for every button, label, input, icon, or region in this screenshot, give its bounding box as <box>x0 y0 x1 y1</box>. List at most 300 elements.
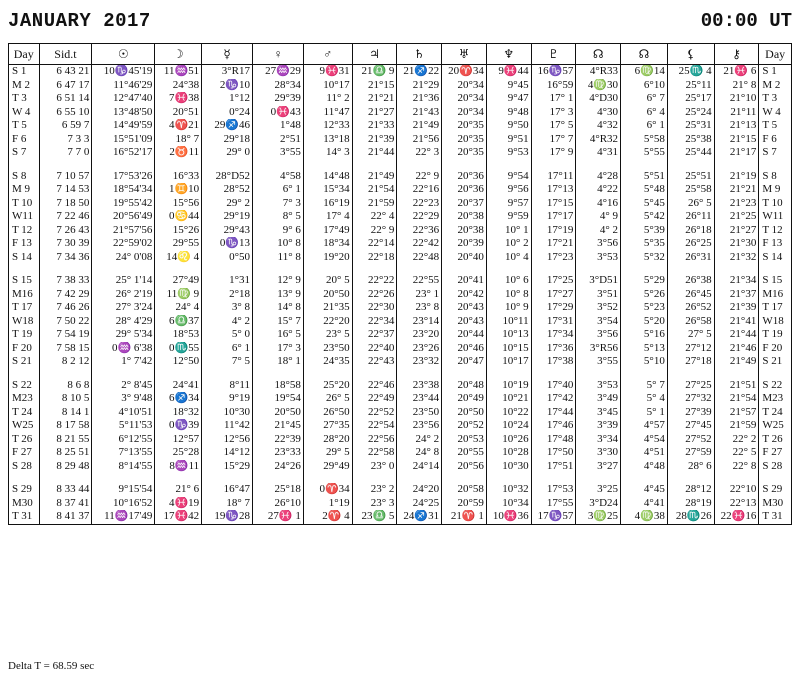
table-row <box>9 342 792 356</box>
table-cell: 5° 7 <box>621 379 668 393</box>
table-cell: 7 30 39 <box>39 237 92 251</box>
table-cell: 21°49 <box>714 355 759 369</box>
table-cell: 17° 3 <box>531 106 576 120</box>
day-cell: T 3 <box>9 92 40 106</box>
table-cell: 21°23 <box>714 197 759 211</box>
table-cell: 22°23 <box>397 197 442 211</box>
table-row <box>9 106 792 120</box>
table-cell: 11°47 <box>303 106 352 120</box>
table-cell: 17°29 <box>531 301 576 315</box>
table-cell: 14°49'59 <box>92 119 155 133</box>
table-cell: 20°55 <box>442 446 487 460</box>
table-cell: 21°35 <box>303 301 352 315</box>
table-row <box>9 79 792 93</box>
week-separator <box>9 369 792 379</box>
table-cell: 5°32 <box>621 251 668 265</box>
day-cell: F 20 <box>759 342 792 356</box>
table-cell: 24° 4 <box>155 301 202 315</box>
table-cell: 11°42 <box>202 419 253 433</box>
separator-cell <box>9 473 40 483</box>
table-cell: 22°22 <box>352 274 397 288</box>
day-cell: S 15 <box>759 274 792 288</box>
table-cell: 5°29 <box>621 274 668 288</box>
separator-cell <box>486 369 531 379</box>
day-cell: T 5 <box>9 119 40 133</box>
table-cell: 25°28 <box>155 446 202 460</box>
table-row <box>9 183 792 197</box>
table-cell: 7 58 15 <box>39 342 92 356</box>
table-cell: 22°18 <box>352 251 397 265</box>
table-cell: 17°53'26 <box>92 170 155 184</box>
table-cell: 4°R33 <box>576 65 621 79</box>
table-cell: 3°51 <box>576 288 621 302</box>
table-cell: 14°12 <box>202 446 253 460</box>
table-cell: 20°48 <box>442 379 487 393</box>
table-cell: 23°38 <box>397 379 442 393</box>
table-cell: 8 25 51 <box>39 446 92 460</box>
table-cell: 10°22 <box>486 406 531 420</box>
table-cell: 27°18 <box>667 355 714 369</box>
separator-cell <box>759 473 792 483</box>
separator-cell <box>303 264 352 274</box>
table-cell: 15°29 <box>202 460 253 474</box>
table-cell: 13°48'50 <box>92 106 155 120</box>
table-cell: 17° 9 <box>531 146 576 160</box>
separator-cell <box>759 264 792 274</box>
table-row <box>9 288 792 302</box>
table-cell: 6 51 14 <box>39 92 92 106</box>
table-cell: 20°50 <box>253 406 304 420</box>
table-cell: 10° 4 <box>486 251 531 265</box>
table-cell: 17°21 <box>531 237 576 251</box>
table-cell: 17°51 <box>531 460 576 474</box>
table-cell: 16♑57 <box>531 65 576 79</box>
table-cell: 22°34 <box>352 315 397 329</box>
separator-cell <box>352 264 397 274</box>
table-cell: 22°26 <box>352 288 397 302</box>
table-cell: 10° 2 <box>486 237 531 251</box>
table-cell: 21°15 <box>714 133 759 147</box>
table-cell: 7 42 29 <box>39 288 92 302</box>
table-cell: 6° 7 <box>621 92 668 106</box>
table-cell: 7 38 33 <box>39 274 92 288</box>
table-cell: 4°22 <box>576 183 621 197</box>
separator-cell <box>92 473 155 483</box>
table-cell: 17°17 <box>531 210 576 224</box>
table-cell: 28°D52 <box>202 170 253 184</box>
table-cell: 22°14 <box>352 237 397 251</box>
day-cell: F 27 <box>9 446 40 460</box>
table-cell: 25°58 <box>667 183 714 197</box>
separator-cell <box>576 473 621 483</box>
table-row <box>9 433 792 447</box>
table-cell: 10♑45'19 <box>92 65 155 79</box>
table-cell: 3°D51 <box>576 274 621 288</box>
table-cell: 20°40 <box>442 251 487 265</box>
table-cell: 25°11 <box>667 79 714 93</box>
table-cell: 9♓31 <box>303 65 352 79</box>
table-cell: 27°52 <box>667 433 714 447</box>
table-cell: 9° 6 <box>253 224 304 238</box>
table-cell: 22°40 <box>352 342 397 356</box>
table-cell: 17°27 <box>531 288 576 302</box>
table-cell: 5° 4 <box>621 392 668 406</box>
table-cell: 22° 5 <box>714 446 759 460</box>
page-header <box>8 10 792 36</box>
table-cell: 20°50 <box>442 406 487 420</box>
table-cell: 20°47 <box>442 355 487 369</box>
separator-cell <box>202 160 253 170</box>
table-cell: 9°57 <box>486 197 531 211</box>
day-cell: S 21 <box>9 355 40 369</box>
table-cell: 27°12 <box>667 342 714 356</box>
table-cell: 27°49 <box>155 274 202 288</box>
separator-cell <box>531 264 576 274</box>
separator-cell <box>397 264 442 274</box>
table-cell: 7 50 22 <box>39 315 92 329</box>
table-cell: 18° 7 <box>202 497 253 511</box>
table-cell: 10° 9 <box>486 301 531 315</box>
day-cell: S 22 <box>759 379 792 393</box>
table-cell: 29°39 <box>253 92 304 106</box>
table-cell: 21°21 <box>714 183 759 197</box>
table-cell: 21♐22 <box>397 65 442 79</box>
table-row <box>9 460 792 474</box>
separator-cell <box>253 160 304 170</box>
table-row <box>9 406 792 420</box>
table-cell: 21°57'56 <box>92 224 155 238</box>
table-cell: 3°39 <box>576 419 621 433</box>
table-cell: 0°24 <box>202 106 253 120</box>
table-cell: 24°14 <box>397 460 442 474</box>
day-cell: T 19 <box>759 328 792 342</box>
table-cell: 20°35 <box>442 119 487 133</box>
table-cell: 8 2 12 <box>39 355 92 369</box>
column-header: Sid.t <box>39 44 92 65</box>
table-cell: 0♑13 <box>202 237 253 251</box>
table-cell: 29° 2 <box>202 197 253 211</box>
table-cell: 21°56 <box>397 133 442 147</box>
table-cell: 21°32 <box>714 251 759 265</box>
table-cell: 4°31 <box>576 146 621 160</box>
table-cell: 5°51 <box>621 170 668 184</box>
table-cell: 21°13 <box>714 119 759 133</box>
column-header: ⚸ <box>667 44 714 65</box>
table-row <box>9 379 792 393</box>
column-header: ♃ <box>352 44 397 65</box>
table-cell: 29°55 <box>155 237 202 251</box>
table-cell: 17°23 <box>531 251 576 265</box>
day-cell: S 28 <box>9 460 40 474</box>
table-cell: 21°49 <box>397 119 442 133</box>
table-cell: 24°41 <box>155 379 202 393</box>
table-row <box>9 328 792 342</box>
table-body <box>9 65 792 525</box>
table-cell: 15°26 <box>155 224 202 238</box>
table-cell: 17°50 <box>531 446 576 460</box>
table-cell: 6 55 10 <box>39 106 92 120</box>
day-cell: M30 <box>759 497 792 511</box>
table-cell: 18°34 <box>303 237 352 251</box>
day-cell: S 29 <box>759 483 792 497</box>
table-cell: 10° 1 <box>486 224 531 238</box>
table-cell: 29♐46 <box>202 119 253 133</box>
table-cell: 14° 3 <box>303 146 352 160</box>
table-cell: 22°16 <box>397 183 442 197</box>
table-cell: 12°50 <box>155 355 202 369</box>
table-row <box>9 497 792 511</box>
table-cell: 15°34 <box>303 183 352 197</box>
table-cell: 24° 0'08 <box>92 251 155 265</box>
table-cell: 3°30 <box>576 446 621 460</box>
day-cell: T 12 <box>759 224 792 238</box>
table-cell: 26° 2'19 <box>92 288 155 302</box>
table-cell: 0♈34 <box>303 483 352 497</box>
table-cell: 21°59 <box>714 419 759 433</box>
table-cell: 8 21 55 <box>39 433 92 447</box>
table-cell: 22♓16 <box>714 510 759 524</box>
column-header: ☿ <box>202 44 253 65</box>
table-cell: 25°51 <box>667 170 714 184</box>
table-cell: 21°17 <box>714 146 759 160</box>
table-cell: 17°34 <box>531 328 576 342</box>
table-cell: 10°30 <box>486 460 531 474</box>
table-cell: 20°34 <box>442 106 487 120</box>
table-cell: 22°36 <box>397 224 442 238</box>
table-cell: 23° 1 <box>397 288 442 302</box>
table-cell: 18° 7 <box>155 133 202 147</box>
table-cell: 24°38 <box>155 79 202 93</box>
table-cell: 21° 6 <box>155 483 202 497</box>
table-cell: 4°10'51 <box>92 406 155 420</box>
separator-cell <box>39 264 92 274</box>
table-cell: 17°42 <box>531 392 576 406</box>
table-cell: 17°38 <box>531 355 576 369</box>
table-cell: 21°11 <box>714 106 759 120</box>
table-cell: 23° 8 <box>397 301 442 315</box>
table-cell: 4°16 <box>576 197 621 211</box>
table-cell: 0♋44 <box>155 210 202 224</box>
table-cell: 23°14 <box>397 315 442 329</box>
separator-cell <box>202 473 253 483</box>
table-cell: 21°37 <box>714 288 759 302</box>
table-cell: 21°30 <box>714 237 759 251</box>
day-cell: S 7 <box>9 146 40 160</box>
table-cell: 26°50 <box>303 406 352 420</box>
day-cell: T 12 <box>9 224 40 238</box>
column-header: ♄ <box>397 44 442 65</box>
day-cell: F 13 <box>9 237 40 251</box>
table-cell: 3°R56 <box>576 342 621 356</box>
table-cell: 4° 2 <box>202 315 253 329</box>
table-cell: 28°19 <box>667 497 714 511</box>
table-cell: 19°54 <box>253 392 304 406</box>
column-header: ☊ <box>621 44 668 65</box>
table-cell: 9°59 <box>486 210 531 224</box>
week-separator <box>9 473 792 483</box>
day-cell: M30 <box>9 497 40 511</box>
day-cell: S 15 <box>9 274 40 288</box>
table-cell: 5°35 <box>621 237 668 251</box>
table-cell: 11° 8 <box>253 251 304 265</box>
table-cell: 21°41 <box>714 315 759 329</box>
table-cell: 22°43 <box>352 355 397 369</box>
table-cell: 8 29 48 <box>39 460 92 474</box>
separator-cell <box>39 160 92 170</box>
table-cell: 20°59 <box>442 497 487 511</box>
day-cell: T 31 <box>9 510 40 524</box>
table-cell: 22°56 <box>352 433 397 447</box>
table-cell: 22° 3 <box>397 146 442 160</box>
table-cell: 24°25 <box>397 497 442 511</box>
table-cell: 10°13 <box>486 328 531 342</box>
table-cell: 28° 4'29 <box>92 315 155 329</box>
table-cell: 9°56 <box>486 183 531 197</box>
table-cell: 7 10 57 <box>39 170 92 184</box>
week-separator <box>9 160 792 170</box>
table-cell: 11°46'29 <box>92 79 155 93</box>
table-cell: 17°19 <box>531 224 576 238</box>
table-cell: 28°20 <box>303 433 352 447</box>
column-header: ♅ <box>442 44 487 65</box>
table-cell: 0°50 <box>202 251 253 265</box>
separator-cell <box>714 160 759 170</box>
table-cell: 28°52 <box>202 183 253 197</box>
table-cell: 22°20 <box>303 315 352 329</box>
table-cell: 26°10 <box>253 497 304 511</box>
table-cell: 7 46 26 <box>39 301 92 315</box>
table-cell: 5°58 <box>621 133 668 147</box>
table-cell: 21°39 <box>352 133 397 147</box>
table-cell: 10° 6 <box>486 274 531 288</box>
table-cell: 5°20 <box>621 315 668 329</box>
separator-cell <box>253 369 304 379</box>
table-cell: 1♊10 <box>155 183 202 197</box>
table-cell: 22°49 <box>352 392 397 406</box>
table-cell: 20°42 <box>442 288 487 302</box>
table-cell: 8° 5 <box>253 210 304 224</box>
table-cell: 18°54'34 <box>92 183 155 197</box>
table-cell: 22°13 <box>714 497 759 511</box>
table-cell: 17°40 <box>531 379 576 393</box>
table-cell: 6♍14 <box>621 65 668 79</box>
table-cell: 20°44 <box>442 328 487 342</box>
table-cell: 20°35 <box>442 146 487 160</box>
separator-cell <box>303 160 352 170</box>
table-cell: 5° 0 <box>202 328 253 342</box>
table-cell: 9°50 <box>486 119 531 133</box>
table-cell: 10° 8 <box>253 237 304 251</box>
table-cell: 23°50 <box>397 406 442 420</box>
table-cell: 4°54 <box>621 433 668 447</box>
table-cell: 5°42 <box>621 210 668 224</box>
table-cell: 17° 3 <box>253 342 304 356</box>
table-cell: 6 43 21 <box>39 65 92 79</box>
table-cell: 15°51'09 <box>92 133 155 147</box>
table-cell: 21°19 <box>714 170 759 184</box>
column-header: ♇ <box>531 44 576 65</box>
table-cell: 20°36 <box>442 170 487 184</box>
table-cell: 25°20 <box>303 379 352 393</box>
separator-cell <box>576 160 621 170</box>
separator-cell <box>352 369 397 379</box>
separator-cell <box>531 473 576 483</box>
table-cell: 25° 1'14 <box>92 274 155 288</box>
delta-t-note: Delta T = 68.59 sec <box>8 660 95 672</box>
table-cell: 4°51 <box>621 446 668 460</box>
day-cell: S 21 <box>759 355 792 369</box>
table-cell: 25°31 <box>667 119 714 133</box>
table-cell: 23°33 <box>253 446 304 460</box>
table-cell: 1°48 <box>253 119 304 133</box>
day-cell: T 24 <box>759 406 792 420</box>
table-cell: 9°48 <box>486 106 531 120</box>
table-cell: 5°55 <box>621 146 668 160</box>
table-cell: 5°16 <box>621 328 668 342</box>
table-cell: 6° 4 <box>621 106 668 120</box>
table-cell: 20°41 <box>442 274 487 288</box>
table-cell: 22°29 <box>397 210 442 224</box>
table-cell: 16°59 <box>531 79 576 93</box>
table-cell: 19°20 <box>303 251 352 265</box>
table-cell: 25°18 <box>253 483 304 497</box>
day-cell: W 4 <box>759 106 792 120</box>
table-cell: 0♑39 <box>155 419 202 433</box>
day-cell: S 28 <box>759 460 792 474</box>
table-row <box>9 224 792 238</box>
table-cell: 16°52'17 <box>92 146 155 160</box>
table-cell: 22° 2 <box>714 433 759 447</box>
table-cell: 3° 9'48 <box>92 392 155 406</box>
table-cell: 22°37 <box>352 328 397 342</box>
table-row <box>9 483 792 497</box>
table-cell: 27°35 <box>303 419 352 433</box>
table-cell: 10°28 <box>486 446 531 460</box>
table-cell: 10♓36 <box>486 510 531 524</box>
table-cell: 4♍38 <box>621 510 668 524</box>
table-cell: 4°45 <box>621 483 668 497</box>
table-cell: 24°20 <box>397 483 442 497</box>
table-cell: 11° 2 <box>303 92 352 106</box>
day-cell: M23 <box>759 392 792 406</box>
separator-cell <box>576 369 621 379</box>
table-cell: 20°53 <box>442 433 487 447</box>
separator-cell <box>202 369 253 379</box>
table-cell: 20°38 <box>442 224 487 238</box>
day-cell: T 17 <box>759 301 792 315</box>
table-cell: 11♒51 <box>155 65 202 79</box>
table-cell: 1°12 <box>202 92 253 106</box>
table-row <box>9 510 792 524</box>
day-cell: S 8 <box>9 170 40 184</box>
table-cell: 21°27 <box>352 106 397 120</box>
table-row <box>9 274 792 288</box>
day-cell: M 2 <box>759 79 792 93</box>
day-cell: T 10 <box>759 197 792 211</box>
table-row <box>9 170 792 184</box>
table-cell: 7 26 43 <box>39 224 92 238</box>
separator-cell <box>759 369 792 379</box>
table-cell: 21°49 <box>352 170 397 184</box>
table-row <box>9 251 792 265</box>
table-cell: 18°58 <box>253 379 304 393</box>
table-cell: 22°54 <box>352 419 397 433</box>
table-cell: 21°59 <box>352 197 397 211</box>
table-cell: 2♑10 <box>202 79 253 93</box>
separator-cell <box>253 264 304 274</box>
table-cell: 14° 8 <box>253 301 304 315</box>
table-row <box>9 210 792 224</box>
